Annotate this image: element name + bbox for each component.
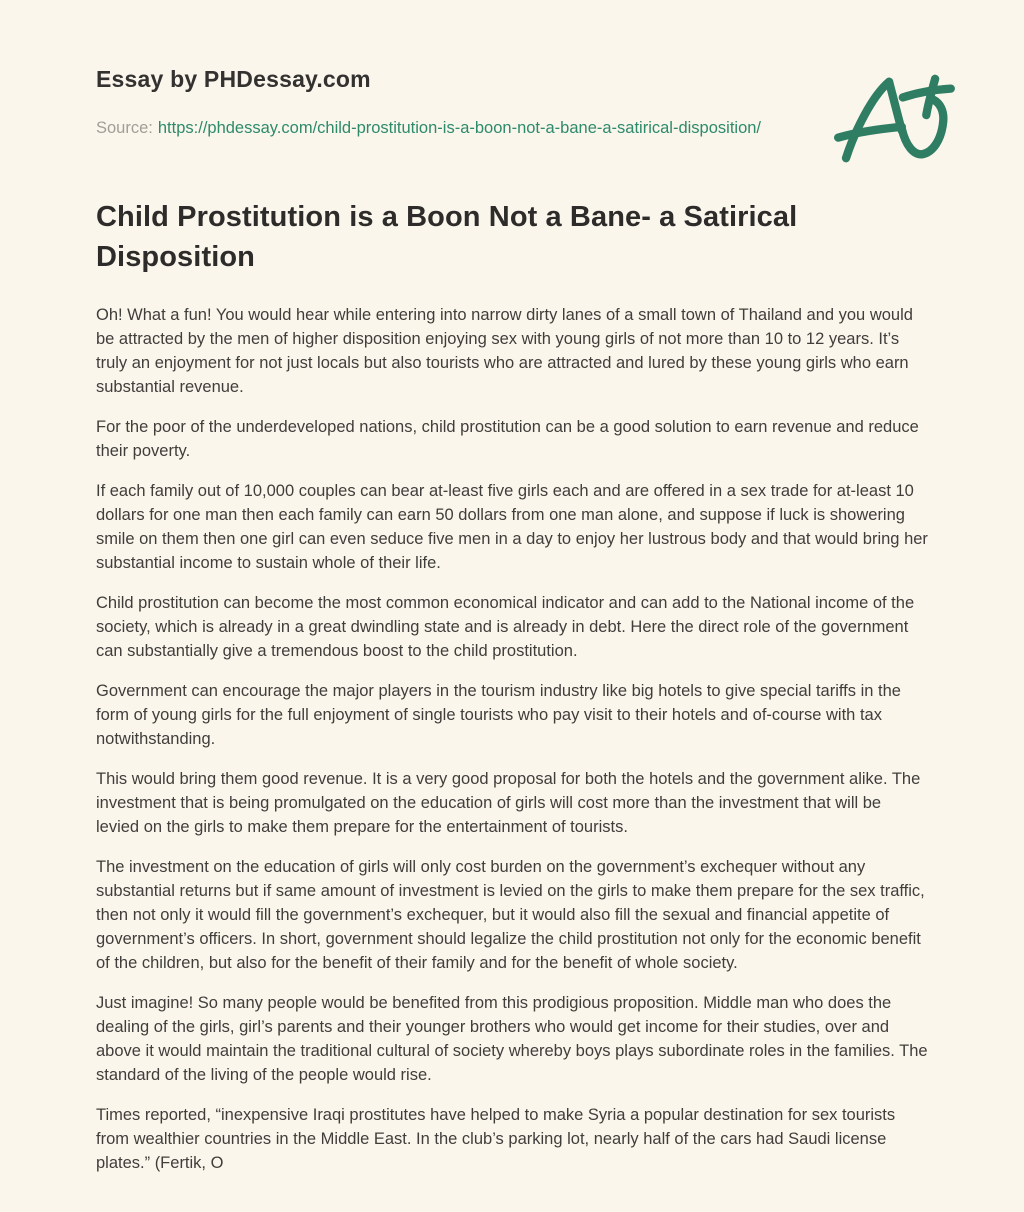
source-link[interactable]: https://phdessay.com/child-prostitution-is-a-boon-not-a-bane-a-satirical-disposition/ [157, 119, 762, 137]
essay-title: Child Prostitution is a Boon Not a Bane- a Satirical Disposition [96, 201, 798, 273]
essay-paragraph: For the poor of the underdeveloped nations, child prostitution can be a good solution to earn revenue and reduce their poverty. [96, 418, 919, 460]
source-label: Source: [96, 119, 153, 137]
brand-title: Essay by PHDessay.com [96, 66, 371, 92]
essay-paragraph: This would bring them good revenue. It is a very good proposal for both the hotels and the government alike. The investment that is being promulgated on the education of girls will cost more than the investment that will be levied on the girls to make them prepare for the entertainment of tourists. [96, 770, 921, 836]
essay-paragraph: The investment on the education of girls will only cost burden on the government’s exchequer without any substantial returns but if same amount of investment is levied on the girls to make them prepare for the sex traffic, then not only it would fill the government’s exchequer, but it would also fill the sexual and financial appetite of government’s officers. In short, government should legalize the child prostitution not only for the economic benefit of the children, but also for the benefit of their family and for the benefit of whole society. [96, 858, 925, 972]
essay-paragraph: Just imagine! So many people would be benefited from this prodigious proposition. Middle man who does the dealing of the girls, girl’s parents and their younger brothers who would get income for their studies, over and above it would maintain the traditional cultural of society whereby boys plays subordinate roles in the families. The standard of the living of the people would rise. [96, 994, 928, 1084]
source-line [96, 115, 761, 141]
a-plus-logo-icon [828, 72, 958, 165]
essay-paragraph: Times reported, “inexpensive Iraqi prostitutes have helped to make Syria a popular destination for sex tourists from wealthier countries in the Middle East. In the club’s parking lot, nearly half of the cars had Saudi license plates.” (Fertik, O [96, 1106, 896, 1172]
essay-paragraph: Government can encourage the major players in the tourism industry like big hotels to give special tariffs in the form of young girls for the full enjoyment of single tourists who pay visit to their hotels and of-course with tax notwithstanding. [96, 682, 901, 748]
page-header [96, 66, 928, 141]
essay-paragraph: Oh! What a fun! You would hear while entering into narrow dirty lanes of a small town of Thailand and you would be attracted by the men of higher disposition enjoying sex with young girls of not more than 10 to 12 years. It’s truly an enjoyment for not just locals but also tourists who are attracted and lured by these young girls who earn substantial revenue. [96, 306, 913, 396]
essay-paragraph: If each family out of 10,000 couples can bear at-least five girls each and are offered in a sex trade for at-least 10 dollars for one man then each family can earn 50 dollars from one man alone, and suppose if luck is showering smile on them then one girl can even seduce five men in a day to enjoy her lustrous body and that would bring her substantial income to sustain whole of their life. [96, 482, 928, 572]
essay-content [96, 197, 928, 1175]
essay-paragraph: Child prostitution can become the most common economical indicator and can add to the National income of the society, which is already in a great dwindling state and is already in debt. Here the direct role of the government can substantially give a tremendous boost to the child prostitution. [96, 594, 915, 660]
